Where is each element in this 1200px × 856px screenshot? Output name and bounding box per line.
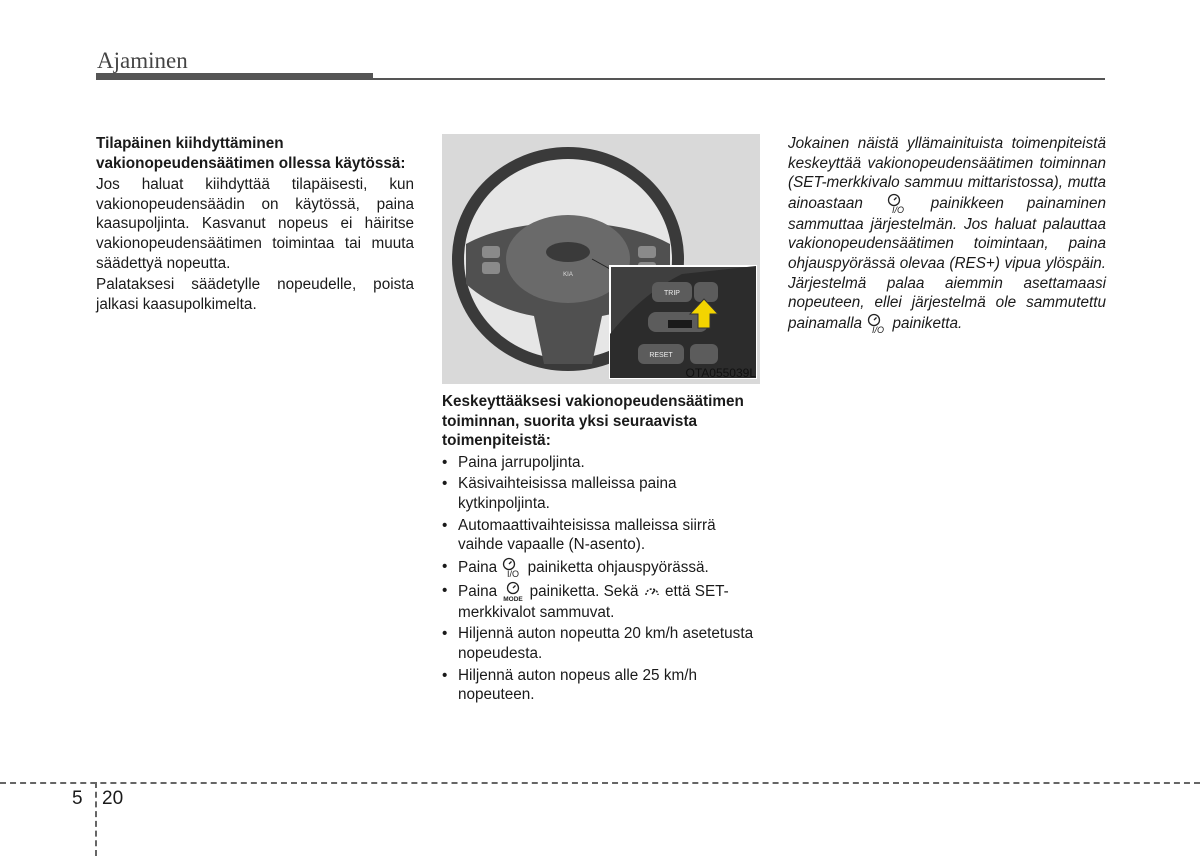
- section-heading-cancel: Keskeyttääksesi vakionopeudensäätimen toiminnan, suorita yksi seuraavista toimenpiteistä:: [442, 393, 744, 450]
- list-item: • Paina MODE painiketta. Sekä että SET-merkkivalot sammuvat.: [442, 581, 760, 623]
- svg-text:I/O: I/O: [891, 204, 904, 215]
- cancel-cruise-icon: [866, 313, 888, 335]
- cruise-mode-icon: [501, 581, 525, 603]
- steering-wheel-figure: [442, 134, 760, 384]
- footer-divider: [95, 782, 97, 856]
- page-number: 20: [102, 788, 124, 809]
- cruise-indicator-icon: [643, 583, 661, 601]
- svg-text:I/O: I/O: [872, 324, 885, 335]
- column-middle: [442, 392, 760, 707]
- column-right: [788, 134, 1106, 337]
- figure-code: OTA055039L: [685, 366, 756, 380]
- paragraph-return-speed: Palataksesi säädetylle nopeudelle, poista jalkasi kaasupolkimelta.: [96, 276, 414, 313]
- section-heading-acceleration: Tilapäinen kiihdyttäminen vakionopeudensäätimen ollessa käytössä:: [96, 135, 406, 172]
- cancel-cruise-icon: [886, 193, 908, 215]
- hub-label: KIA: [563, 272, 573, 278]
- reset-button-label: RESET: [649, 352, 673, 359]
- list-item: • Hiljennä auton nopeus alle 25 km/h nopeuteen.: [442, 666, 760, 705]
- column-left: [96, 134, 414, 316]
- chapter-number: 5: [72, 788, 83, 809]
- list-item: • Paina I/O painiketta ohjauspyörässä.: [442, 557, 760, 579]
- cancel-cruise-icon: [501, 557, 523, 579]
- paragraph-acceleration: Jos haluat kiihdyttää tilapäisesti, kun vakionopeudensäädin on käytössä, paina kaasupoljinta. Kasvanut nopeus ei häiritse vakionopeudensäätimen toimintaa tai muuta säädettyä nopeutta.: [96, 176, 414, 272]
- footer-rule: [0, 782, 1200, 784]
- header-rule: [96, 78, 1105, 80]
- steering-wheel-illustration: [442, 134, 760, 384]
- list-item: • Käsivaihteisissa malleissa paina kytkinpoljinta.: [442, 474, 760, 513]
- chapter-title: Ajaminen: [97, 48, 188, 73]
- trip-button-label: TRIP: [664, 290, 680, 297]
- list-item: • Hiljennä auton nopeutta 20 km/h asetetusta nopeudesta.: [442, 624, 760, 663]
- list-item: • Automaattivaihteisissa malleissa siirrä vaihde vapaalle (N-asento).: [442, 516, 760, 555]
- cancel-steps-list: [442, 453, 760, 705]
- paragraph-note: Jokainen näistä yllämainituista toimenpiteistä keskeyttää vakionopeudensäätimen toiminnan (SET-merkkivalo sammuu mittaristossa), mutta ainoastaan I/O painikkeen painaminen sammuttaa järjestelmän. Jos haluat palauttaa vakionopeudensäätimen toimintaan, paina ohjauspyörässä olevaa (RES+) vipua ylöspäin. Järjestelmä palaa aiemmin asettamaasi nopeuteen, ellei järjestelmä ole sammutettu painamalla I/O painiketta.: [788, 135, 1106, 335]
- mode-label: MODE: [503, 595, 524, 603]
- svg-text:I/O: I/O: [507, 568, 520, 579]
- list-item: • Paina jarrupoljinta.: [442, 453, 760, 473]
